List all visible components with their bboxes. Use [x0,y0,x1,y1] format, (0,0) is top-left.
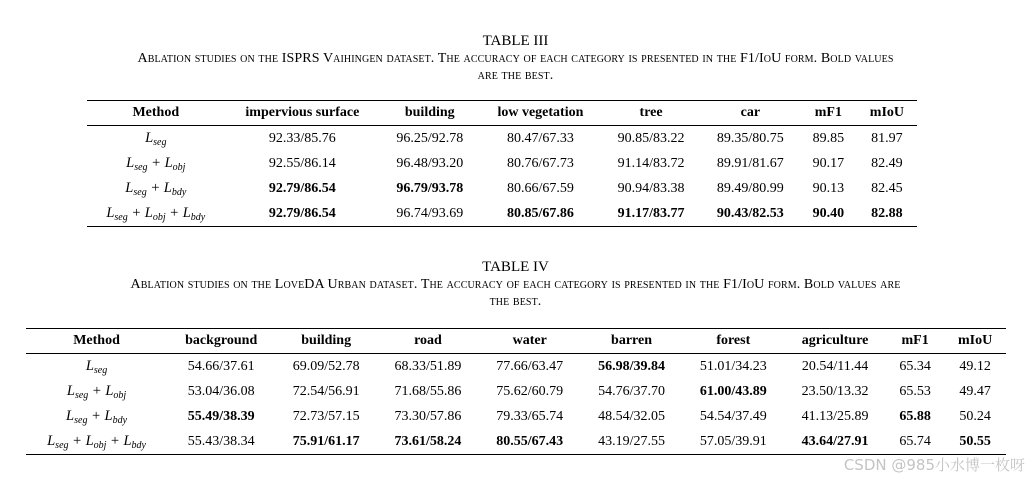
loss-term: $L_{obj}$ [164,154,186,173]
table-row [87,201,917,227]
table-row [26,404,1006,429]
table4-header-9: mIoU [944,329,1006,354]
value-cell: 75.91/61.17 [275,429,377,455]
loss-term: $L_{seg}$ [126,154,148,173]
method-cell: $L_{seg} + L_{obj}$ [66,382,127,401]
value-cell: 61.00/43.89 [699,383,767,399]
table4-header-row [26,329,1006,354]
value-cell: 73.30/57.86 [394,408,462,424]
value-cell: 90.13 [812,180,845,196]
loss-term: $L_{seg}$ [85,357,108,376]
value-cell: 96.48/93.20 [396,155,464,171]
table4-header-1: background [167,329,275,354]
value-cell: 65.53 [899,383,931,399]
method-cell: $L_{seg} + L_{obj}$ [126,154,186,173]
value-cell: 71.68/55.86 [394,383,462,399]
value-cell: 23.50/13.32 [801,383,869,399]
value-cell: 55.43/38.34 [167,429,275,455]
table-row [26,429,1006,455]
value-cell: 96.79/93.78 [396,180,464,196]
value-cell: 48.54/32.05 [598,408,665,424]
value-cell: 77.66/63.47 [496,358,564,374]
value-cell: 90.40 [800,201,857,227]
value-cell: 43.64/27.91 [784,429,886,455]
table3-header-1: impervious surface [225,101,381,126]
value-cell: 57.05/39.91 [682,429,784,455]
value-cell: 20.54/11.44 [801,358,869,374]
value-cell: 92.79/86.54 [225,201,381,227]
value-cell: 80.66/67.59 [506,180,574,196]
table4-caption-line2: the best. [489,294,542,309]
value-cell: 81.97 [871,130,903,146]
value-cell: 49.47 [959,383,991,399]
value-cell: 54.76/37.70 [598,383,665,399]
table4-header-2: building [275,329,377,354]
value-cell: 92.79/86.54 [268,180,336,196]
table-row [26,379,1006,404]
value-cell: 82.88 [857,201,917,227]
method-cell: $L_{seg} + L_{obj} + L_{bdy}$ [87,201,225,227]
table3 [87,100,917,227]
watermark: CSDN @985小水博一枚呀 [843,456,1025,474]
table-row [87,126,917,152]
loss-term: $L_{obj}$ [144,204,166,223]
value-cell: 65.74 [886,429,944,455]
table-row [87,151,917,176]
table4-caption-line1: Ablation studies on the LoveDA Urban dataset. The accuracy of each category is presented in the F1/IoU form. Bold values are [130,277,901,292]
value-cell: 53.04/36.08 [187,383,255,399]
table4-header-8: mF1 [886,329,944,354]
value-cell: 41.13/25.89 [801,408,869,424]
value-cell: 90.94/83.38 [617,180,685,196]
table3-header-3: low vegetation [479,101,601,126]
value-cell: 82.49 [871,155,903,171]
value-cell: 55.49/38.39 [187,408,255,424]
table4-heading [0,259,1031,310]
value-cell: 90.85/83.22 [617,130,685,146]
value-cell: 96.74/93.69 [380,201,479,227]
value-cell: 50.24 [959,408,991,424]
value-cell: 73.61/58.24 [377,429,479,455]
value-cell: 90.17 [812,155,845,171]
table4-header-7: agriculture [784,329,886,354]
value-cell: 80.47/67.33 [506,130,574,146]
value-cell: 43.19/27.55 [581,429,683,455]
table3-caption-line1: Ablation studies on the ISPRS Vaihingen dataset. The accuracy of each category is presented in the F1/IoU form. Bold values [137,51,894,66]
loss-term: $L_{bdy}$ [163,179,187,198]
table3-header-4: tree [601,101,700,126]
table4-header-6: forest [682,329,784,354]
table3-number: TABLE III [482,33,549,49]
value-cell: 54.66/37.61 [187,358,255,374]
value-cell: 89.35/80.75 [716,130,784,146]
value-cell: 91.17/83.77 [601,201,700,227]
value-cell: 80.76/67.73 [506,155,574,171]
value-cell: 79.33/65.74 [496,408,564,424]
value-cell: 92.33/85.76 [268,130,336,146]
value-cell: 89.85 [812,130,845,146]
method-cell [87,126,225,152]
value-cell: 89.49/80.99 [716,180,784,196]
value-cell: 91.14/83.72 [617,155,685,171]
loss-term: $L_{seg}$ [145,129,167,148]
table3-header-0: Method [87,101,225,126]
value-cell: 89.91/81.67 [716,155,784,171]
table-row [87,176,917,201]
value-cell: 96.25/92.78 [396,130,464,146]
value-cell: 65.88 [899,408,931,424]
value-cell: 69.09/52.78 [292,358,360,374]
value-cell: 72.73/57.15 [292,408,360,424]
table3-header-2: building [380,101,479,126]
table-row [26,354,1006,380]
table4-header-3: road [377,329,479,354]
table4-header-0: Method [26,329,167,354]
method-cell: $L_{seg} + L_{bdy}$ [66,407,128,426]
value-cell: 90.43/82.53 [701,201,800,227]
table3-header-5: car [701,101,800,126]
loss-term: $L_{obj}$ [85,432,107,451]
value-cell: 49.12 [959,358,991,374]
value-cell: 56.98/39.84 [598,358,665,374]
value-cell: 50.55 [944,429,1006,455]
table4-header-5: barren [581,329,683,354]
loss-term: $L_{seg}$ [106,204,128,223]
value-cell: 51.01/34.23 [699,358,767,374]
table3-header-row [87,101,917,126]
value-cell: 65.34 [899,358,931,374]
value-cell: 80.85/67.86 [479,201,601,227]
loss-term: $L_{seg}$ [47,432,69,451]
value-cell: 82.45 [871,180,903,196]
table4-header-4: water [479,329,581,354]
loss-term: $L_{seg}$ [66,407,88,426]
loss-term: $L_{bdy}$ [182,204,206,223]
method-cell: $L_{seg} + L_{bdy}$ [125,179,187,198]
table3-heading [0,33,1031,84]
value-cell: 72.54/56.91 [292,383,360,399]
loss-term: $L_{seg}$ [125,179,147,198]
table4-number: TABLE IV [482,259,549,275]
table3-caption-line2: are the best. [477,68,554,83]
value-cell: 75.62/60.79 [496,383,564,399]
method-cell [26,354,167,380]
table3-header-6: mF1 [800,101,857,126]
method-cell: $L_{seg} + L_{obj} + L_{bdy}$ [26,429,167,455]
loss-term: $L_{bdy}$ [123,432,146,451]
value-cell: 54.54/37.49 [699,408,767,424]
loss-term: $L_{bdy}$ [104,407,128,426]
table3-header-7: mIoU [857,101,917,126]
loss-term: $L_{obj}$ [105,382,127,401]
value-cell: 92.55/86.14 [268,155,336,171]
table4 [26,328,1006,455]
value-cell: 68.33/51.89 [394,358,462,374]
value-cell: 80.55/67.43 [479,429,581,455]
loss-term: $L_{seg}$ [66,382,89,401]
